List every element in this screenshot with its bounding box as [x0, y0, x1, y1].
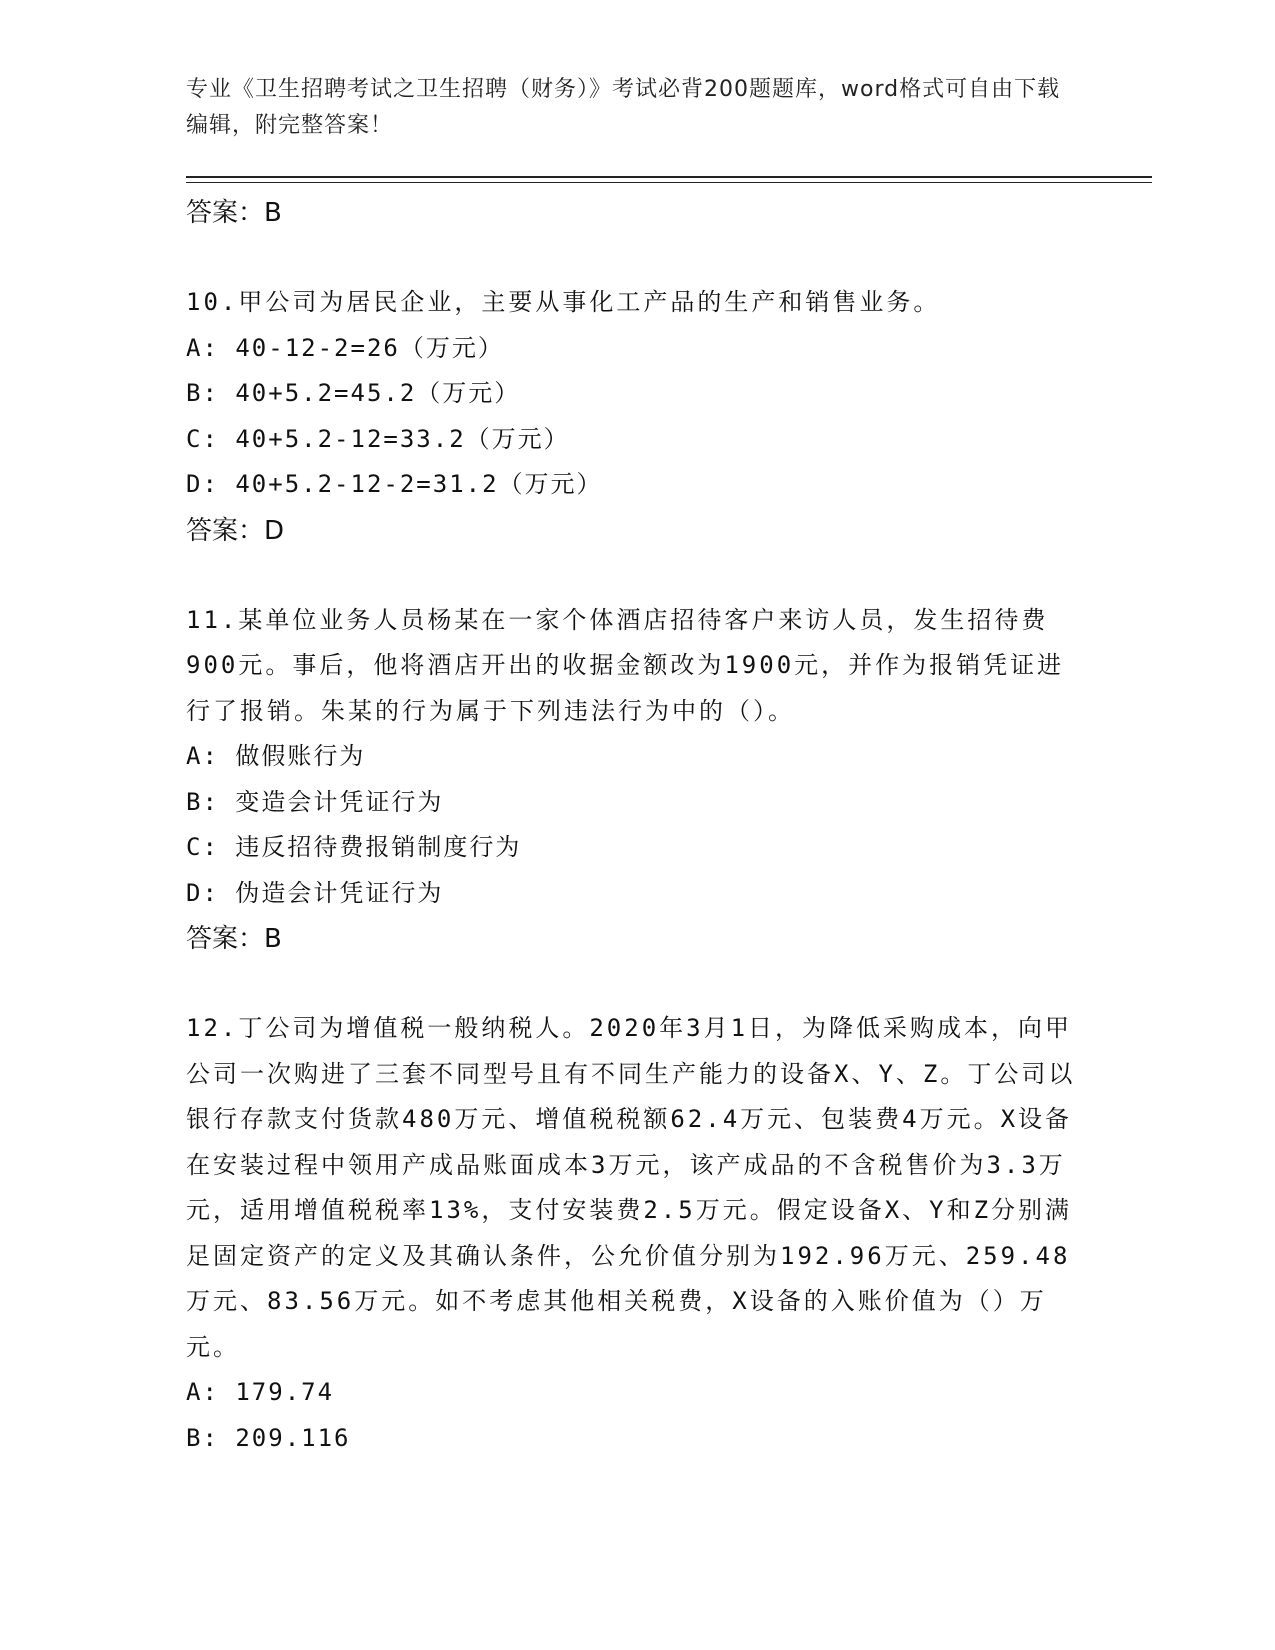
option-c: C: 违反招待费报销制度行为 — [186, 833, 522, 861]
question-10 — [186, 280, 1086, 554]
option-d: D: 40+5.2-12-2=31.2（万元） — [186, 470, 603, 498]
question-list — [186, 190, 1086, 1461]
option-c: C: 40+5.2-12=33.2（万元） — [186, 424, 570, 453]
option-b: B: 变造会计凭证行为 — [186, 787, 444, 816]
header-divider-thick — [186, 176, 1152, 178]
option-a: A: 做假账行为 — [186, 742, 366, 770]
option-a: A: 40-12-2=26（万元） — [186, 333, 504, 362]
document-header: 专业《卫生招聘考试之卫生招聘（财务）》考试必背200题题库，word格式可自由下载编辑，附完整答案！ — [186, 77, 1061, 138]
option-b: B: 40+5.2=45.2（万元） — [186, 379, 521, 407]
question-11 — [186, 598, 1086, 963]
answer-line: 答案：B — [186, 924, 282, 954]
option-b: B: 209.116 — [186, 1423, 351, 1452]
option-d: D: 伪造会计凭证行为 — [186, 878, 444, 907]
option-a: A: 179.74 — [186, 1378, 335, 1406]
answer-line: 答案：B — [186, 198, 282, 228]
header-divider-thin — [186, 182, 1152, 183]
answer-line: 答案：D — [186, 515, 285, 546]
question-stem: 10.甲公司为居民企业，主要从事化工产品的生产和销售业务。 — [186, 288, 941, 316]
question-stem: 12.丁公司为增值税一般纳税人。2020年3月1日，为降低采购成本，向甲公司一次购进了三套不同型号且有不同生产能力的设备X、Y、Z。丁公司以银行存款支付货款480万元、增值税税额62.4万元、包装费4万元。X设备在安装过程中领用产成品账面成本3万元，该产成品的不含税售价为3.3万元，适用增值税税率13%，支付安装费2.5万元。假定设备X、Y和Z分别满足固定资产的定义及其确认条件，公允价值分别为192.96万元、259.48万元、83.56万元。如不考虑其他相关税费，X设备的入账价值为（）万元。 — [186, 1014, 1076, 1361]
question-12 — [186, 1006, 1086, 1461]
question-stem: 11.某单位业务人员杨某在一家个体酒店招待客户来访人员，发生招待费900元。事后，他将酒店开出的收据金额改为1900元，并作为报销凭证进行了报销。朱某的行为属于下列违法行为中的（）。 — [186, 605, 1065, 725]
